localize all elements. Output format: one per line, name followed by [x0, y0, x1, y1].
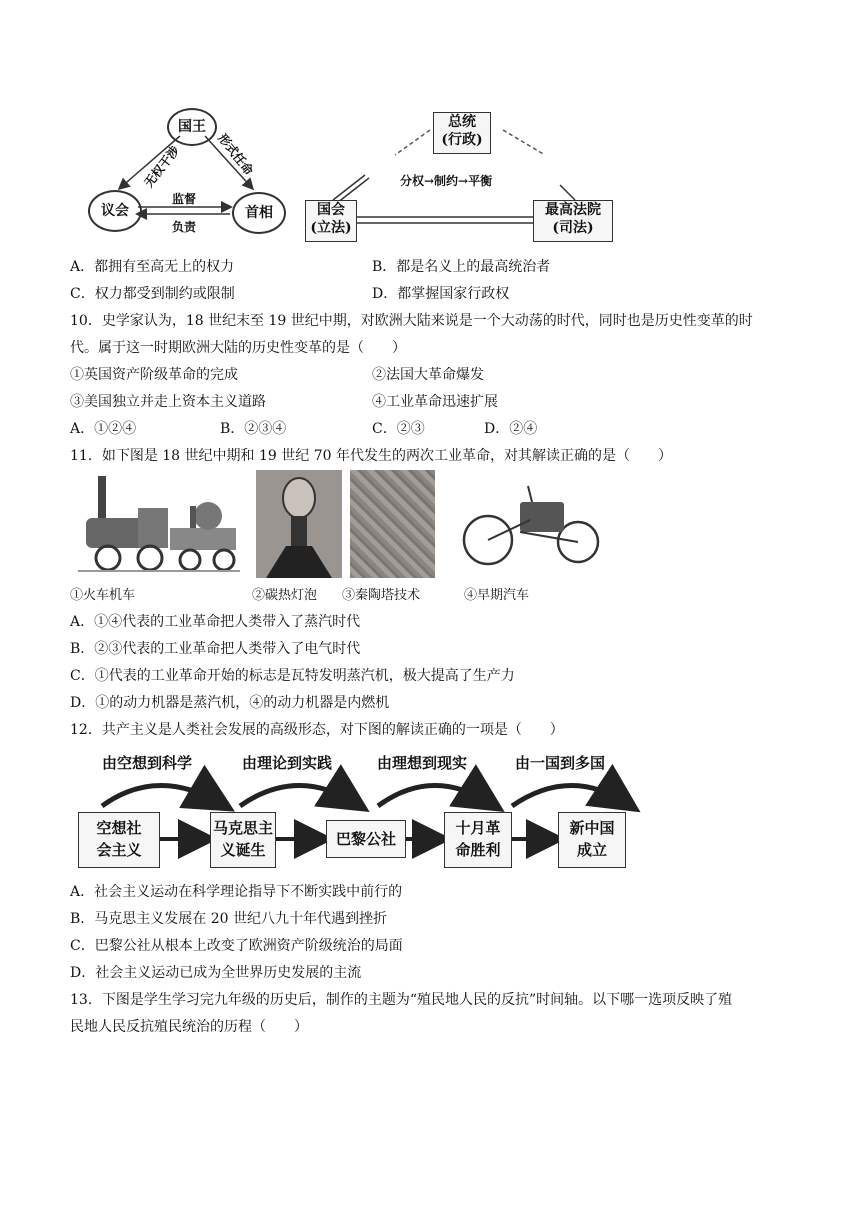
king-node: 国王 — [167, 108, 217, 146]
q10-stem-line1: 10．史学家认为，18 世纪末至 19 世纪中期，对欧洲大陆来说是一个大动荡的时代，同时也是历史性变革的时 — [70, 313, 753, 329]
q11-option-b[interactable]: B．②③代表的工业革命把人类带入了电气时代 — [70, 641, 361, 657]
q11-caption-3: ③秦陶塔技术 — [342, 588, 421, 603]
early-car-image — [460, 480, 602, 570]
arc-label-1: 由空想到科学 — [102, 754, 193, 772]
q12-option-a[interactable]: A．社会主义运动在科学理论指导下不断实践中前行的 — [70, 884, 403, 900]
q11-option-a[interactable]: A．①④代表的工业革命把人类带入了蒸汽时代 — [70, 614, 361, 630]
edge-label-formal-appoint: 形式任命 — [215, 131, 256, 178]
arc-label-3: 由理想到现实 — [377, 754, 468, 772]
q13-stem-line1: 13．下图是学生学习完九年级的历史后，制作的主题为“殖民地人民的反抗”时间轴。以下哪一选项反映了殖 — [70, 992, 733, 1008]
q11-option-c[interactable]: C．①代表的工业革命开始的标志是瓦特发明蒸汽机，极大提高了生产力 — [70, 668, 515, 684]
edge-label-responsible: 负责 — [172, 220, 197, 234]
q13-stem-line2: 民地人民反抗殖民统治的历程（ ） — [70, 1019, 308, 1035]
flow-box-paris-commune: 巴黎公社 — [326, 820, 406, 858]
edge-label-supervise: 监督 — [172, 192, 197, 206]
q9-option-a[interactable]: A．都拥有至高无上的权力 — [70, 259, 235, 275]
flow-box-utopian: 空想社 会主义 — [78, 812, 160, 868]
flow-box-october-revolution: 十月革 命胜利 — [444, 812, 512, 868]
bulb-image — [256, 470, 342, 578]
q10-item-3: ③美国独立并走上资本主义道路 — [70, 394, 266, 410]
q12-option-d[interactable]: D．社会主义运动已成为全世界历史发展的主流 — [70, 965, 362, 981]
q9-option-c[interactable]: C．权力都受到制约或限制 — [70, 286, 235, 302]
socialism-flow-diagram — [72, 746, 652, 876]
q9-option-b[interactable]: B．都是名义上的最高统治者 — [372, 259, 551, 275]
q11-option-d[interactable]: D．①的动力机器是蒸汽机，④的动力机器是内燃机 — [70, 695, 390, 711]
q11-stem: 11．如下图是 18 世纪中期和 19 世纪 70 年代发生的两次工业革命，对其解读正确的是（ ） — [70, 448, 672, 464]
q12-stem: 12．共产主义是人类社会发展的高级形态，对下图的解读正确的一项是（ ） — [70, 722, 564, 738]
q10-option-b[interactable]: B．②③④ — [220, 421, 287, 437]
q11-caption-4: ④早期汽车 — [464, 588, 530, 603]
parliament-node: 议会 — [88, 190, 142, 232]
q10-stem-line2: 代。属于这一时期欧洲大陆的历史性变革的是（ ） — [70, 340, 406, 356]
separation-center-label: 分权→制约→平衡 — [400, 174, 493, 188]
court-node: 最高法院 (司法) — [533, 200, 613, 242]
congress-node: 国会 (立法) — [305, 200, 357, 242]
pm-node: 首相 — [232, 192, 286, 234]
edge-label-no-interference: 无权干涉 — [141, 143, 183, 190]
flow-box-new-china: 新中国 成立 — [558, 812, 626, 868]
locomotive-image — [78, 472, 240, 576]
diagram-uk-monarchy — [80, 100, 300, 245]
q9-option-d[interactable]: D．都掌握国家行政权 — [372, 286, 510, 302]
q11-caption-1: ①火车机车 — [70, 588, 136, 603]
flow-box-marxism: 马克思主 义诞生 — [210, 812, 276, 868]
q10-item-4: ④工业革命迅速扩展 — [372, 394, 498, 410]
q10-item-2: ②法国大革命爆发 — [372, 367, 484, 383]
ceramic-tech-image — [350, 470, 435, 578]
president-node: 总统 (行政) — [433, 112, 491, 154]
arc-label-4: 由一国到多国 — [515, 754, 606, 772]
arc-label-2: 由理论到实践 — [242, 754, 333, 772]
q10-option-c[interactable]: C．②③ — [372, 421, 425, 437]
q10-item-1: ①英国资产阶级革命的完成 — [70, 367, 238, 383]
q12-option-b[interactable]: B．马克思主义发展在 20 世纪八九十年代遇到挫折 — [70, 911, 388, 927]
q10-option-d[interactable]: D．②④ — [484, 421, 538, 437]
diagram-us-separation — [305, 100, 625, 245]
q10-option-a[interactable]: A．①②④ — [70, 421, 137, 437]
q12-option-c[interactable]: C．巴黎公社从根本上改变了欧洲资产阶级统治的局面 — [70, 938, 403, 954]
q11-caption-2: ②碳热灯泡 — [252, 588, 318, 603]
